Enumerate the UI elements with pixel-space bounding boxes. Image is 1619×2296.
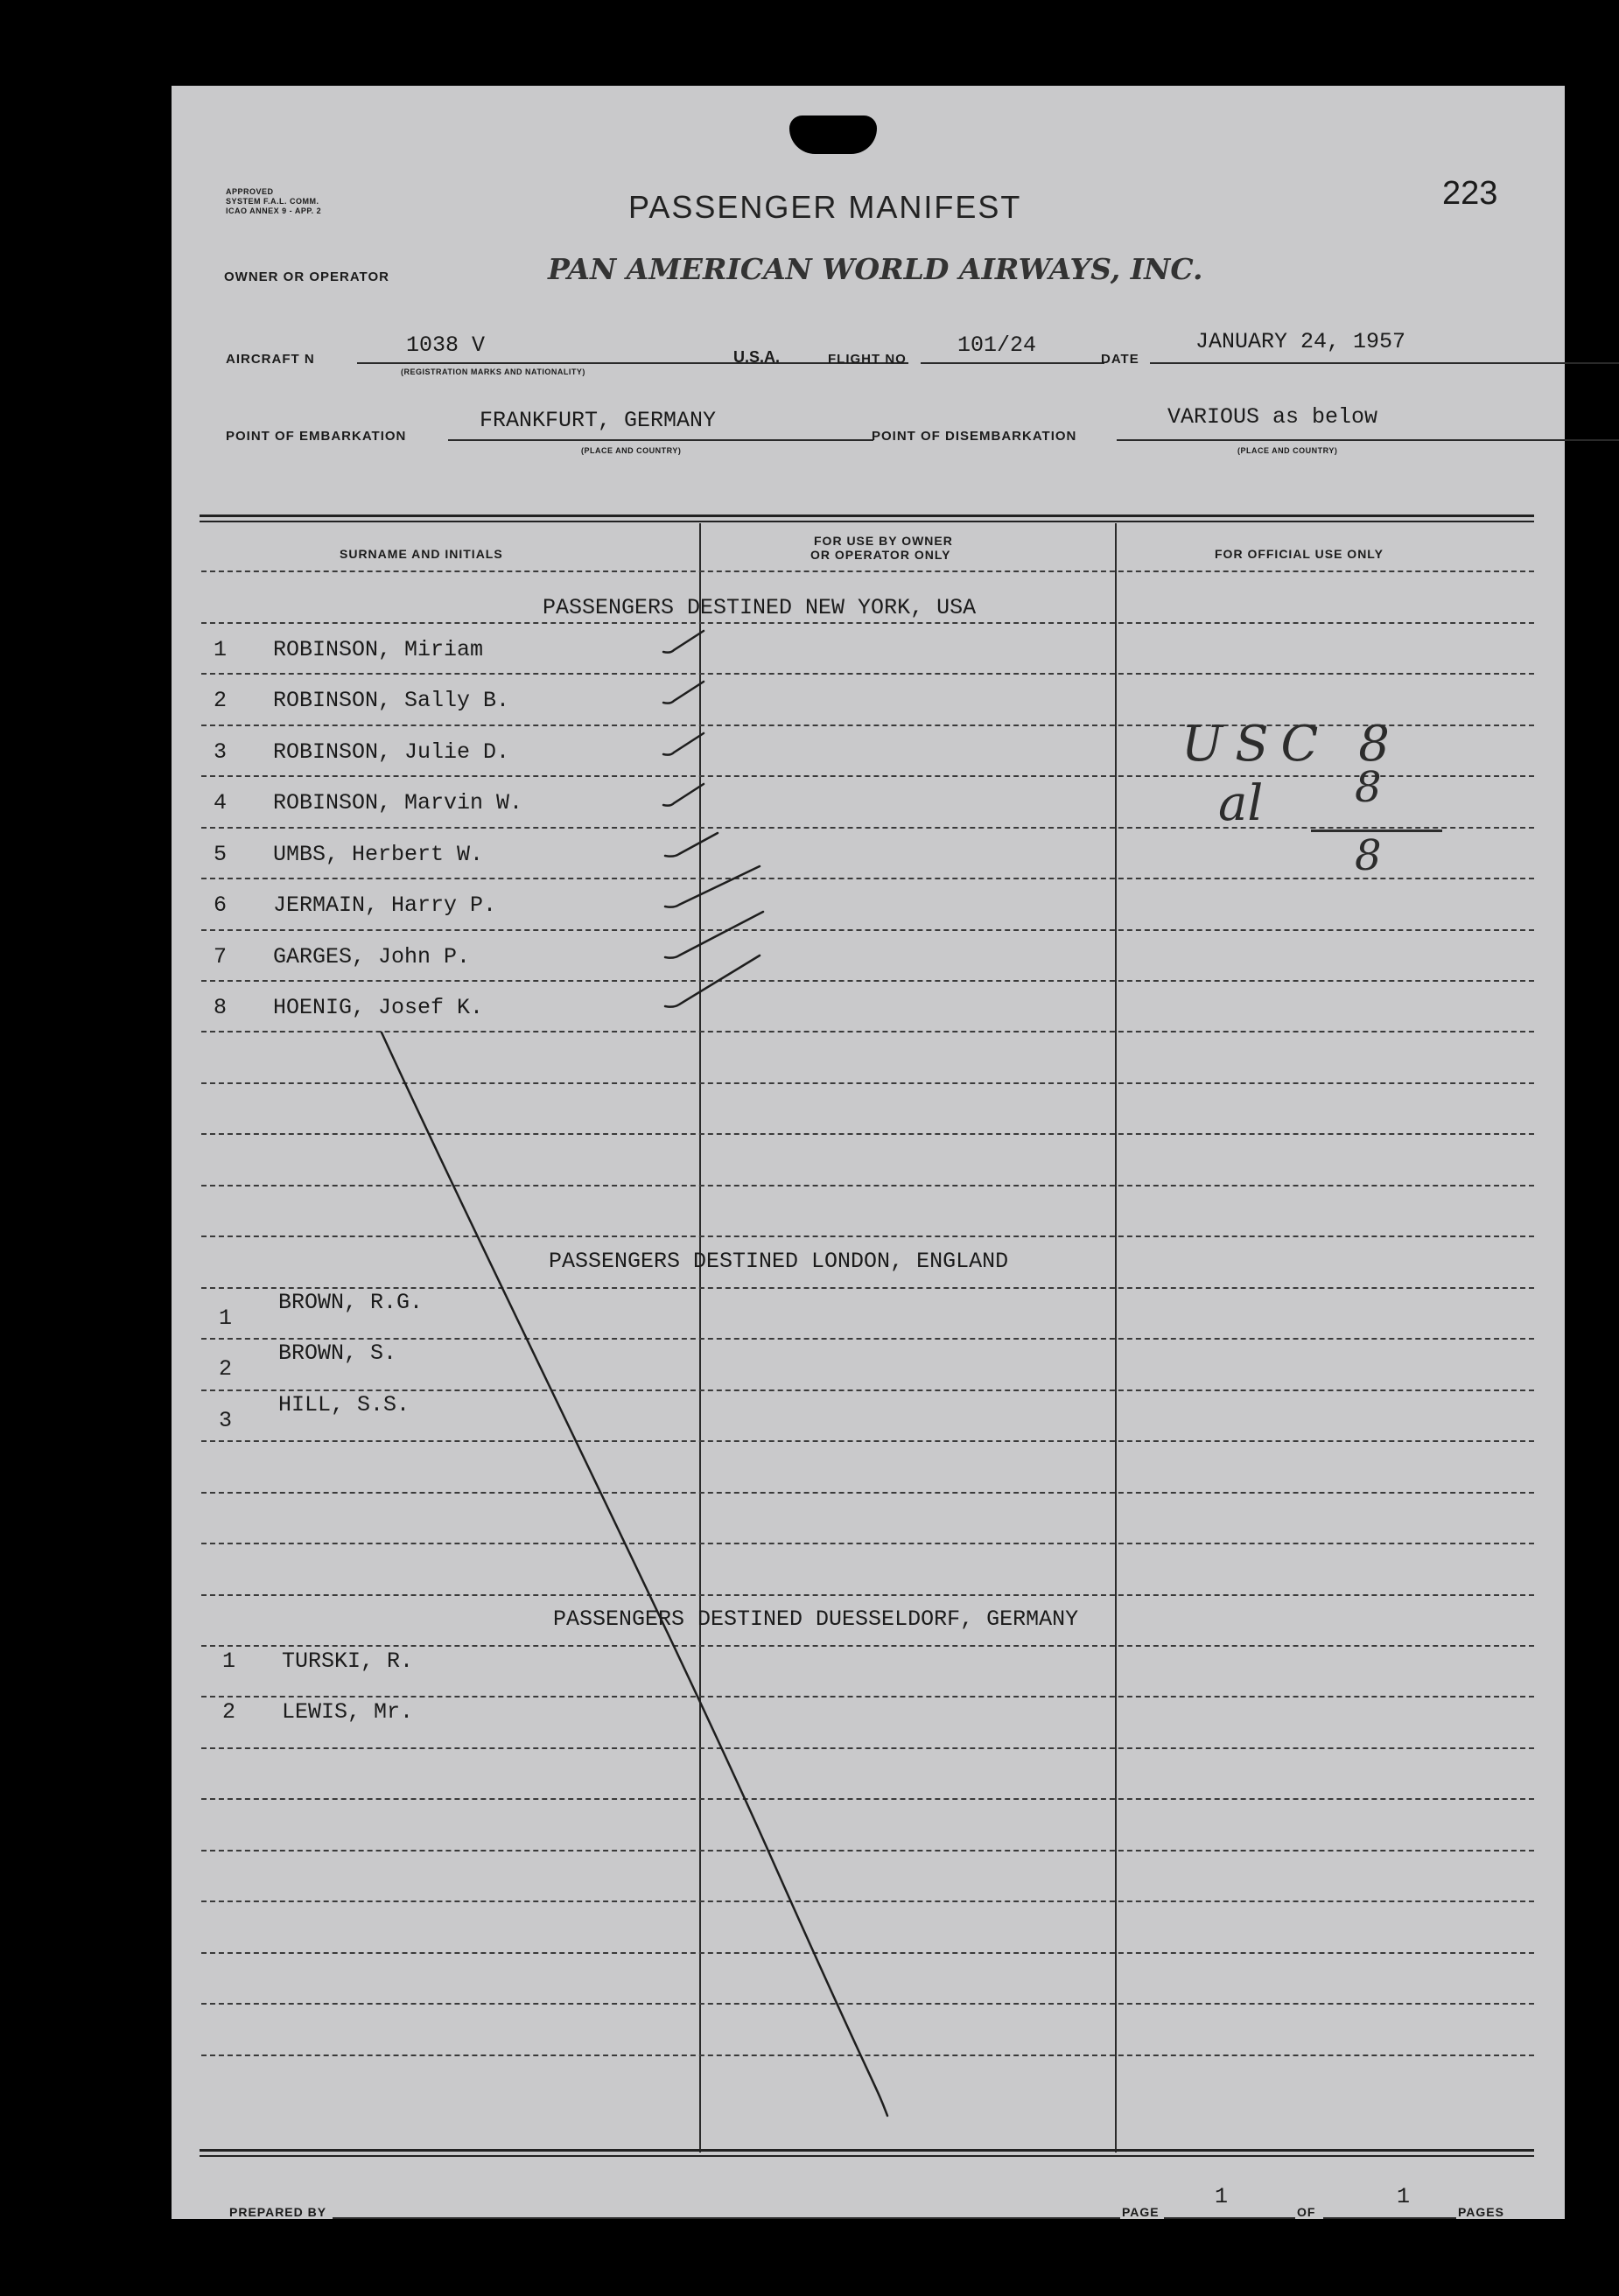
col-surname: SURNAME AND INITIALS — [340, 547, 503, 561]
disembarkation-caption: (PLACE AND COUNTRY) — [1237, 446, 1338, 455]
operator-name: PAN AMERICAN WORLD AIRWAYS, INC. — [548, 252, 1203, 286]
aircraft-label: AIRCRAFT N — [226, 352, 315, 367]
embarkation-label: POINT OF EMBARKATION — [226, 429, 407, 444]
passenger-name: GARGES, John P. — [273, 944, 471, 970]
passenger-number: 3 — [214, 739, 228, 765]
passenger-number: 3 — [219, 1408, 233, 1433]
punch-hole — [789, 116, 877, 154]
embarkation-caption: (PLACE AND COUNTRY) — [581, 446, 682, 455]
passenger-number: 2 — [214, 688, 228, 713]
passenger-number: 1 — [214, 637, 228, 662]
official-note-usc: USC 8 — [1181, 716, 1402, 773]
manifest-sheet — [172, 86, 1565, 2219]
pages-value: 1 — [1397, 2184, 1411, 2209]
group-heading-new-york: PASSENGERS DESTINED NEW YORK, USA — [543, 595, 977, 620]
group-heading-london: PASSENGERS DESTINED LONDON, ENGLAND — [549, 1249, 1009, 1274]
official-note-al: al — [1218, 775, 1264, 832]
passenger-name: BROWN, R.G. — [278, 1290, 424, 1315]
passenger-name: UMBS, Herbert W. — [273, 842, 484, 867]
passenger-number: 6 — [214, 892, 228, 918]
embarkation-value: FRANKFURT, GERMANY — [480, 408, 717, 433]
approval-line-3: ICAO ANNEX 9 - APP. 2 — [226, 206, 322, 215]
approval-line-1: APPROVED — [226, 187, 274, 196]
disembarkation-value: VARIOUS as below — [1167, 404, 1378, 430]
group-heading-duesseldorf: PASSENGERS DESTINED DUESSELDORF, GERMANY — [553, 1606, 1079, 1632]
passenger-name: ROBINSON, Marvin W. — [273, 790, 523, 816]
page-stamp: 223 — [1442, 175, 1498, 212]
passenger-number: 2 — [222, 1699, 236, 1725]
passenger-number: 4 — [214, 790, 228, 816]
nationality: U.S.A. — [733, 348, 781, 366]
passenger-number: 5 — [214, 842, 228, 867]
passenger-name: JERMAIN, Harry P. — [273, 892, 497, 918]
passenger-number: 7 — [214, 944, 228, 970]
page-label: PAGE — [1122, 2205, 1160, 2219]
passenger-name: LEWIS, Mr. — [282, 1699, 414, 1725]
pages-label: PAGES — [1458, 2205, 1504, 2219]
page-title: PASSENGER MANIFEST — [628, 189, 1022, 225]
page-value: 1 — [1215, 2184, 1229, 2209]
passenger-name: TURSKI, R. — [282, 1648, 414, 1674]
disembarkation-label: POINT OF DISEMBARKATION — [872, 429, 1077, 444]
approval-line-2: SYSTEM F.A.L. COMM. — [226, 197, 319, 206]
passenger-number: 1 — [222, 1648, 236, 1674]
prepared-by-label: PREPARED BY — [229, 2205, 327, 2219]
owner-label: OWNER OR OPERATOR — [224, 270, 389, 284]
aircraft-caption: (REGISTRATION MARKS AND NATIONALITY) — [401, 368, 585, 376]
date-value: JANUARY 24, 1957 — [1195, 329, 1406, 354]
passenger-name: ROBINSON, Miriam — [273, 637, 484, 662]
passenger-number: 8 — [214, 995, 228, 1020]
aircraft-value: 1038 V — [406, 332, 486, 358]
of-label: OF — [1297, 2205, 1316, 2219]
official-note-num-bottom: 8 — [1355, 831, 1382, 880]
date-label: DATE — [1101, 352, 1139, 367]
passenger-name: HOENIG, Josef K. — [273, 995, 484, 1020]
col-owner-use-1: FOR USE BY OWNER — [814, 534, 953, 548]
passenger-name: ROBINSON, Julie D. — [273, 739, 510, 765]
col-official: FOR OFFICIAL USE ONLY — [1215, 547, 1384, 561]
passenger-name: ROBINSON, Sally B. — [273, 688, 510, 713]
passenger-number: 1 — [219, 1306, 233, 1331]
flight-value: 101/24 — [957, 332, 1037, 358]
flight-label: FLIGHT NO — [828, 352, 907, 367]
passenger-name: HILL, S.S. — [278, 1392, 410, 1418]
col-owner-use-2: OR OPERATOR ONLY — [810, 548, 951, 562]
passenger-name: BROWN, S. — [278, 1340, 397, 1366]
official-note-num-top: 8 — [1355, 763, 1382, 812]
passenger-number: 2 — [219, 1356, 233, 1382]
